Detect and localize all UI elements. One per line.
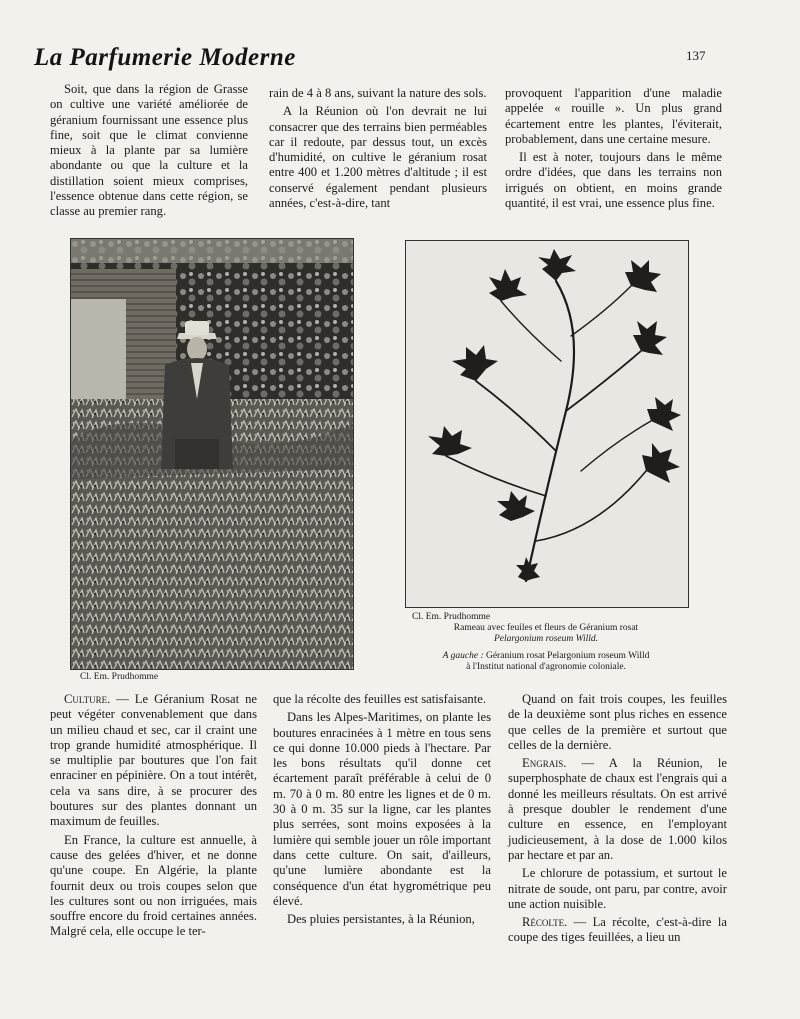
paragraph: provoquent l'apparition d'une maladie appelée « rouille ». Un plus grand écartement entre les plantes, l'éviterait, probablement, dans une certaine mesure. — [505, 86, 722, 146]
caption-line-italic: Pelargonium roseum Willd. — [493, 634, 599, 644]
paragraph: Il est à noter, toujours dans le même ordre d'idées, que dans les terrains non irrigués on obtient, en moins grande quantité, il est vrai, une essence plus fine. — [505, 150, 722, 211]
section-heading-culture: Culture. — [64, 692, 111, 706]
photo-geranium-branch — [405, 240, 689, 608]
photo-geranium-field — [70, 238, 354, 670]
bottom-column-1 — [50, 692, 257, 940]
left-photo-credit: Cl. Em. Prudhomme — [80, 672, 159, 682]
paragraph-text: — A la Réunion, le superphosphate de chaux est l'engrais qui a donné les meilleurs résultats. On est arrivé à presque doubler le rendement d'une culture en essence, en l'employant judicieusement, à la dose de 1.000 kilos par hectare et par an. — [508, 756, 727, 862]
section-heading-recolte: Récolte. — [522, 915, 568, 930]
section-heading-engrais: Engrais. — [522, 756, 567, 771]
paragraph — [508, 756, 727, 863]
top-column-2 — [269, 86, 487, 211]
right-photo-credit: Cl. Em. Prudhomme — [412, 612, 491, 622]
top-column-3 — [505, 86, 722, 211]
bottom-column-2 — [273, 692, 491, 927]
paragraph-text: — La récolte, c'est-à-dire la coupe des tiges feuillées, a lieu un — [508, 915, 727, 945]
caption-lead: A gauche : — [442, 651, 484, 661]
caption-line: à l'Institut national d'agronomie coloniale. — [466, 662, 626, 672]
geranium-field-illustration — [71, 239, 353, 669]
top-column-1 — [50, 82, 248, 220]
page-number: 137 — [686, 48, 706, 63]
caption-line: Géranium rosat Pelargonium roseum Willd — [485, 651, 650, 661]
paragraph-text: — Le Géranium Rosat ne peut végéter convenablement que dans un milieu chaud et sec, car il craint une trop grande humidité atmosphérique. Il se multiplie par boutures que l'on fait enraciner en pépinière. On a tout intérêt, cela va sans dire, à se procurer des boutures sur des plantes donnant un maximum de feuilles. — [50, 692, 257, 829]
journal-masthead: La Parfumerie Moderne — [34, 44, 296, 71]
paragraph — [50, 692, 257, 830]
paragraph: que la récolte des feuilles est satisfaisante. — [273, 692, 486, 706]
paragraph: A la Réunion où l'on devrait ne lui consacrer que des terrains bien perméables car il redoute, par dessus tout, un excès d'humidité, on cultive le géranium rosat entre 400 et 1.200 mètres d'altitude ; il est conservé également pendant plusieurs années, c'est-à-dire, tant — [269, 104, 487, 211]
left-photo-caption — [395, 651, 697, 673]
geranium-branch-illustration — [406, 241, 688, 607]
paragraph: En France, la culture est annuelle, à cause des gelées d'hiver, et ne donne qu'une coupe. En Algérie, la plante fournit deux ou trois coupes selon que les cultures sont ou non irriguées, mais souffre encore du froid certaines années. Malgré cela, elle occupe le ter- — [50, 832, 257, 939]
paragraph — [508, 915, 727, 946]
paragraph: Le chlorure de potassium, et surtout le nitrate de soude, ont paru, par contre, avoir une action nuisible. — [508, 866, 727, 911]
paragraph: Soit, que dans la région de Grasse on cultive une variété améliorée de géranium fournissant une essence plus fine, soit que le climat convienne mieux à la plante par sa lumière abondante ou que la culture et la distillation soient mieux comprises, l'essence obtenue dans cette région, se classe au premier rang. — [50, 82, 248, 219]
paragraph: Quand on fait trois coupes, les feuilles de la deuxième sont plus riches en essence que celles de la première et surtout que celles de la dernière. — [508, 692, 727, 752]
paragraph: Dans les Alpes-Maritimes, on plante les boutures enracinées à 1 mètre en tous sens ce qui donne 10.000 pieds à l'hectare. Par les bons résultats qu'il donne cet écartement paraît préférable à celui de 0 m. 70 à 0 m. 80 entre les lignes et de 0 m. 30 à 0 m. 35 sur la ligne, car les plantes plus serrées, sont moins exposées à la lumière qui semble jouer un rôle important dans cette culture. On sait, d'ailleurs, qu'une lumière abondante est la conséquence d'un état hygrométrique peu élevé. — [273, 710, 491, 908]
right-photo-caption — [405, 623, 687, 645]
paragraph: rain de 4 à 8 ans, suivant la nature des sols. — [269, 86, 487, 100]
caption-line: Rameau avec feuiles et fleurs de Géranium rosat — [453, 623, 639, 633]
paragraph: Des pluies persistantes, à la Réunion, — [287, 912, 475, 927]
bottom-column-3 — [508, 692, 727, 946]
